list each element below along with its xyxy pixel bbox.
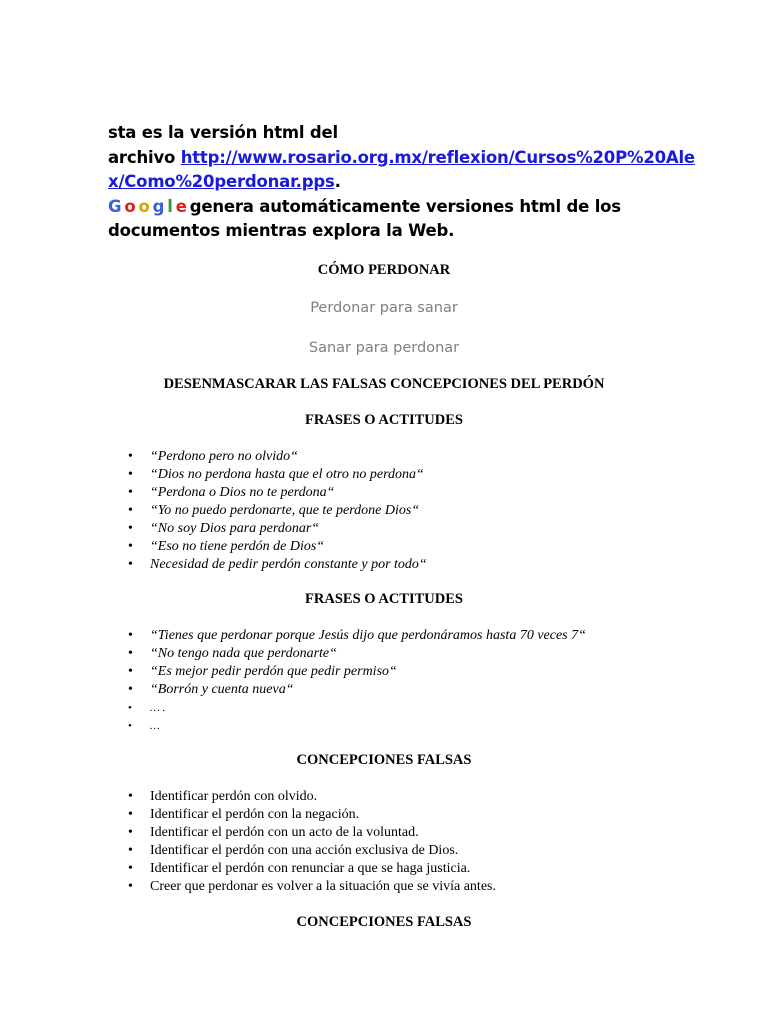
list-item: • “Yo no puedo perdonarte, que te perdone Dios“ xyxy=(128,502,427,520)
list-item: • … . xyxy=(128,699,586,717)
list-item: • “No soy Dios para perdonar“ xyxy=(128,520,427,538)
google-letter: l xyxy=(167,196,173,216)
google-letter: e xyxy=(175,196,187,216)
list-item: • Identificar el perdón con un acto de la voluntad. xyxy=(128,824,496,842)
list-item: • Identificar perdón con olvido. xyxy=(128,788,496,806)
period: . xyxy=(334,172,341,191)
list-item: • … xyxy=(128,717,586,735)
source-file-link[interactable] xyxy=(181,148,695,167)
google-letter: g xyxy=(152,196,165,216)
section-1-list xyxy=(128,448,427,574)
header-line-1: sta es la versión html del xyxy=(108,123,338,142)
document-title: CÓMO PERDONAR xyxy=(317,262,451,278)
google-cache-header xyxy=(108,121,708,244)
section-main-heading: DESENMASCARAR LAS FALSAS CONCEPCIONES DEL PERDÓN xyxy=(163,376,605,392)
section-3-heading: CONCEPCIONES FALSAS xyxy=(296,752,472,768)
header-line-5: documentos mientras explora la Web. xyxy=(108,221,455,240)
google-letter: o xyxy=(124,196,136,216)
list-item: • “Es mejor pedir perdón que pedir permiso“ xyxy=(128,663,586,681)
list-item: • “Dios no perdona hasta que el otro no perdona“ xyxy=(128,466,427,484)
header-line-2 xyxy=(108,146,708,171)
list-item: • Creer que perdonar es volver a la situación que se vivía antes. xyxy=(128,878,496,896)
archive-prefix: archivo xyxy=(108,147,181,167)
subtitle-perdonar-para-sanar: Perdonar para sanar xyxy=(310,300,458,316)
header-line-4 xyxy=(108,195,708,220)
list-item: • “Perdono pero no olvido“ xyxy=(128,448,427,466)
section-3-list xyxy=(128,788,496,896)
list-item: • “Eso no tiene perdón de Dios“ xyxy=(128,538,427,556)
list-item: • Necesidad de pedir perdón constante y por todo“ xyxy=(128,556,427,574)
section-2-list xyxy=(128,627,586,735)
google-letter: G xyxy=(108,196,122,216)
list-item: • Identificar el perdón con una acción exclusiva de Dios. xyxy=(128,842,496,860)
link-part-2: x/Como%20perdonar.pps xyxy=(108,172,335,191)
list-item: • Identificar el perdón con renunciar a que se haga justicia. xyxy=(128,860,496,878)
link-part-1: http://www.rosario.org.mx/reflexion/Cursos%20P%20Ale xyxy=(180,147,695,167)
list-item: • “No tengo nada que perdonarte“ xyxy=(128,645,586,663)
subtitle-sanar-para-perdonar: Sanar para perdonar xyxy=(308,340,460,356)
source-file-link-continued[interactable] xyxy=(108,172,335,191)
section-4-heading: CONCEPCIONES FALSAS xyxy=(296,914,472,930)
list-item: • Identificar el perdón con la negación. xyxy=(128,806,496,824)
list-item: • “Borrón y cuenta nueva“ xyxy=(128,681,586,699)
list-item: • “Perdona o Dios no te perdona“ xyxy=(128,484,427,502)
header-line-3 xyxy=(108,170,708,195)
header-text-after-logo: genera automáticamente versiones html de los xyxy=(189,196,621,216)
section-2-heading: FRASES O ACTITUDES xyxy=(305,591,463,607)
list-item: • “Tienes que perdonar porque Jesús dijo que perdonáramos hasta 70 veces 7“ xyxy=(128,627,586,645)
google-logo xyxy=(108,197,190,216)
section-1-heading: FRASES O ACTITUDES xyxy=(305,412,463,428)
google-letter: o xyxy=(138,196,150,216)
